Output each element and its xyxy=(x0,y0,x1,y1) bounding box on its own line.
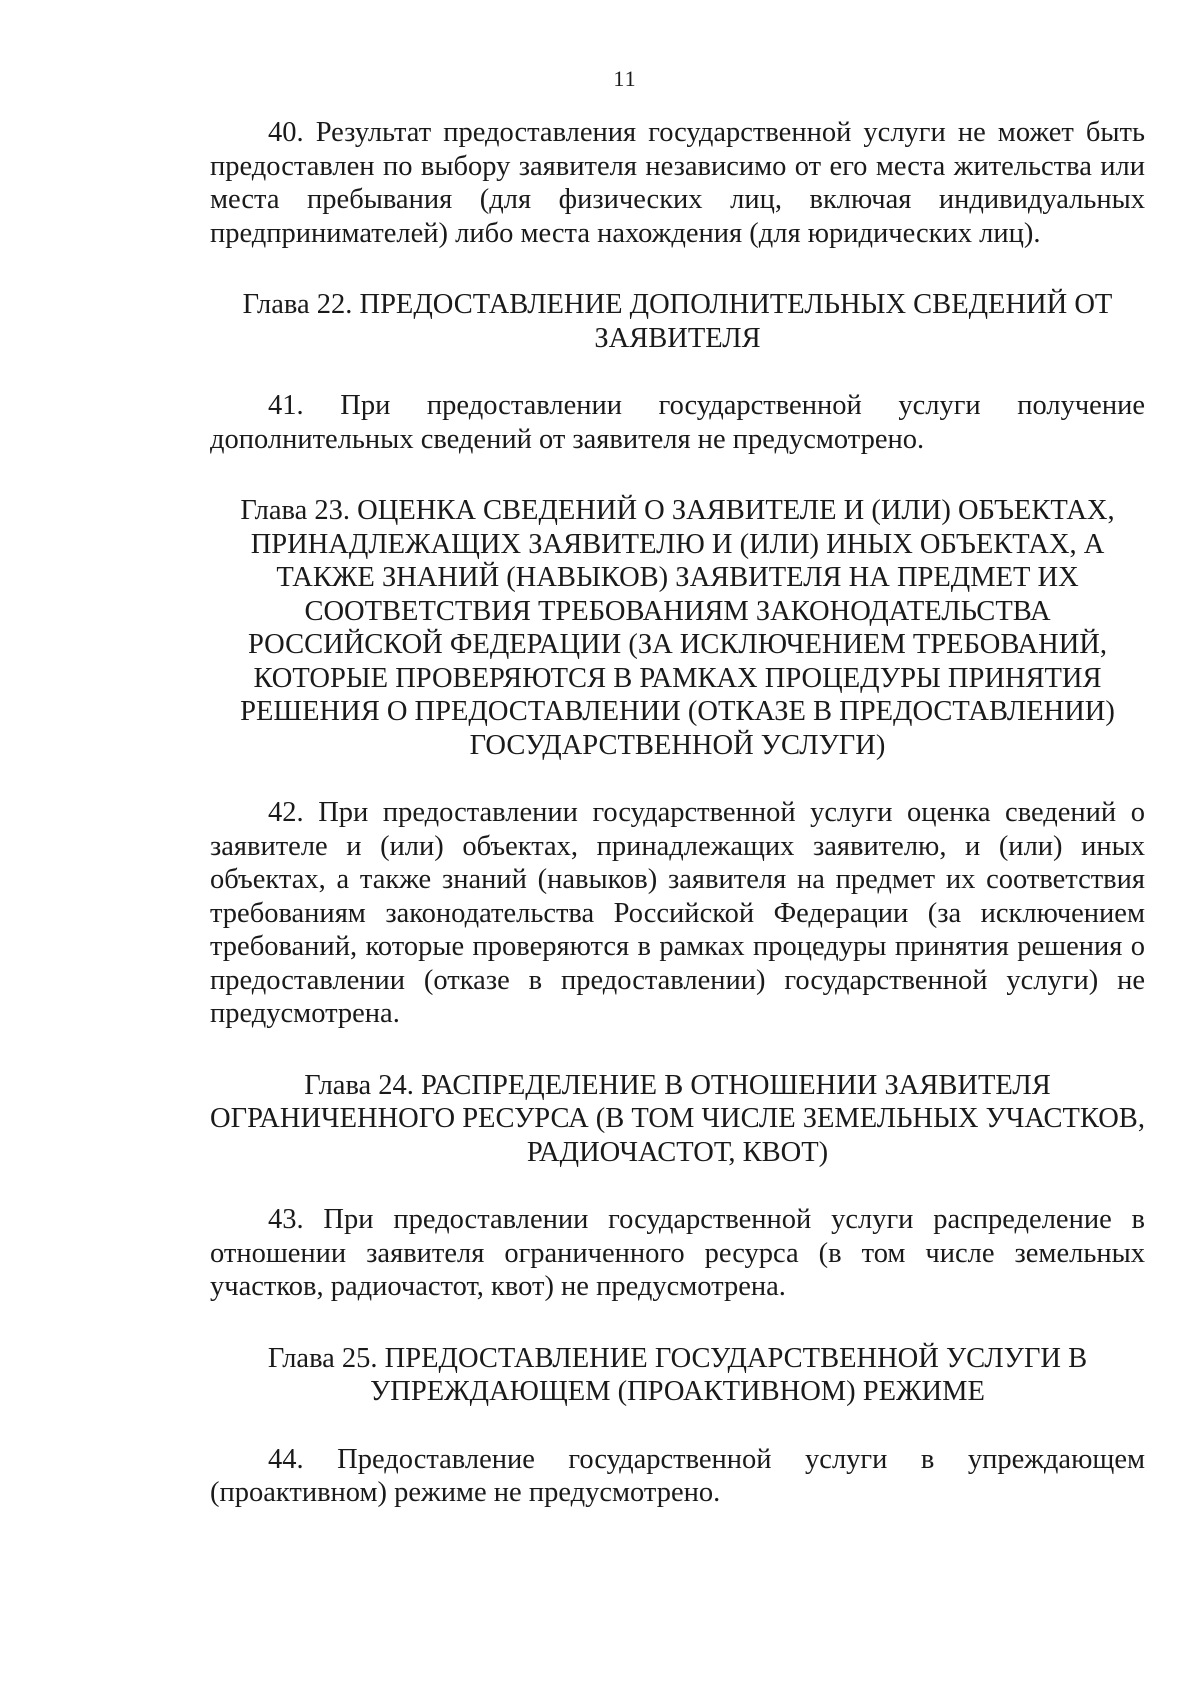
spacer xyxy=(210,762,1145,796)
spacer xyxy=(210,456,1145,494)
spacer xyxy=(210,1304,1145,1342)
chapter-heading-line: СООТВЕТСТВИЯ ТРЕБОВАНИЯМ ЗАКОНОДАТЕЛЬСТВА xyxy=(304,595,1051,627)
chapter-heading-line: Глава 22. ПРЕДОСТАВЛЕНИЕ ДОПОЛНИТЕЛЬНЫХ СВЕДЕНИЙ ОТ xyxy=(242,289,1113,320)
chapter-heading-line: РАДИОЧАСТОТ, КВОТ) xyxy=(526,1136,829,1168)
chapter-heading-line: ПРИНАДЛЕЖАЩИХ ЗАЯВИТЕЛЮ И (ИЛИ) ИНЫХ ОБЪЕКТАХ, А xyxy=(250,528,1105,560)
chapter-heading-line: УПРЕЖДАЮЩЕМ (ПРОАКТИВНОМ) РЕЖИМЕ xyxy=(370,1376,985,1407)
spacer xyxy=(210,1031,1145,1069)
chapter-heading-line: Глава 23. ОЦЕНКА СВЕДЕНИЙ О ЗАЯВИТЕЛЕ И (ИЛИ) ОБЪЕКТАХ, xyxy=(240,495,1115,526)
chapter-heading-line: ОГРАНИЧЕННОГО РЕСУРСА (В ТОМ ЧИСЛЕ ЗЕМЕЛЬНЫХ УЧАСТКОВ, xyxy=(210,1103,1145,1134)
paragraph: 41. При предоставлении государственной услуги получение дополнительных сведений от заявителя не предусмотрено. xyxy=(210,390,1145,455)
chapter-heading-line: ГОСУДАРСТВЕННОЙ УСЛУГИ) xyxy=(469,729,886,761)
chapter-heading-line: Глава 25. ПРЕДОСТАВЛЕНИЕ ГОСУДАРСТВЕННОЙ УСЛУГИ В xyxy=(267,1342,1088,1374)
paragraph: 44. Предоставление государственной услуги в упреждающем (проактивном) режиме не предусмотрено. xyxy=(210,1443,1145,1508)
chapter-heading-line: ТАКЖЕ ЗНАНИЙ (НАВЫКОВ) ЗАЯВИТЕЛЯ НА ПРЕДМЕТ ИХ xyxy=(276,562,1079,593)
chapter-heading-line: КОТОРЫЕ ПРОВЕРЯЮТСЯ В РАМКАХ ПРОЦЕДУРЫ ПРИНЯТИЯ xyxy=(253,662,1102,694)
chapter-heading xyxy=(210,1069,1145,1170)
spacer xyxy=(210,355,1145,389)
paragraph: 42. При предоставлении государственной услуги оценка сведений о заявителе и (или) объектах, принадлежащих заявителю, и (или) иных объектах, а также знаний (навыков) заявителя на предмет их соответствия требованиям законодательства Российской Федерации (за исключением требований, которые проверяются в рамках процедуры принятия решения о предоставлении (отказе в предоставлении) государственной услуги) не предусмотрена. xyxy=(210,797,1145,1029)
spacer xyxy=(210,1169,1145,1203)
chapter-heading-line: РЕШЕНИЯ О ПРЕДОСТАВЛЕНИИ (ОТКАЗЕ В ПРЕДОСТАВЛЕНИИ) xyxy=(240,696,1115,727)
page-number: 11 xyxy=(613,66,637,91)
chapter-heading xyxy=(210,288,1145,355)
paragraph: 40. Результат предоставления государственной услуги не может быть предоставлен по выбору заявителя независимо от его места жительства или места пребывания (для физических лиц, включая индивидуальных предпринимателей) либо места нахождения (для юридических лиц). xyxy=(210,117,1145,249)
spacer xyxy=(210,250,1145,288)
chapter-heading-line: РОССИЙСКОЙ ФЕДЕРАЦИИ (ЗА ИСКЛЮЧЕНИЕМ ТРЕБОВАНИЙ, xyxy=(247,629,1107,660)
chapter-heading xyxy=(210,1342,1145,1409)
document-body xyxy=(210,116,1145,1510)
paragraph: 43. При предоставлении государственной услуги распределение в отношении заявителя ограниченного ресурса (в том числе земельных участков, радиочастот, квот) не предусмотрена. xyxy=(210,1204,1145,1302)
chapter-heading-line: ЗАЯВИТЕЛЯ xyxy=(594,322,761,354)
chapter-heading xyxy=(210,494,1145,762)
spacer xyxy=(210,1409,1145,1443)
chapter-heading-line: Глава 24. РАСПРЕДЕЛЕНИЕ В ОТНОШЕНИИ ЗАЯВИТЕЛЯ xyxy=(304,1069,1051,1101)
